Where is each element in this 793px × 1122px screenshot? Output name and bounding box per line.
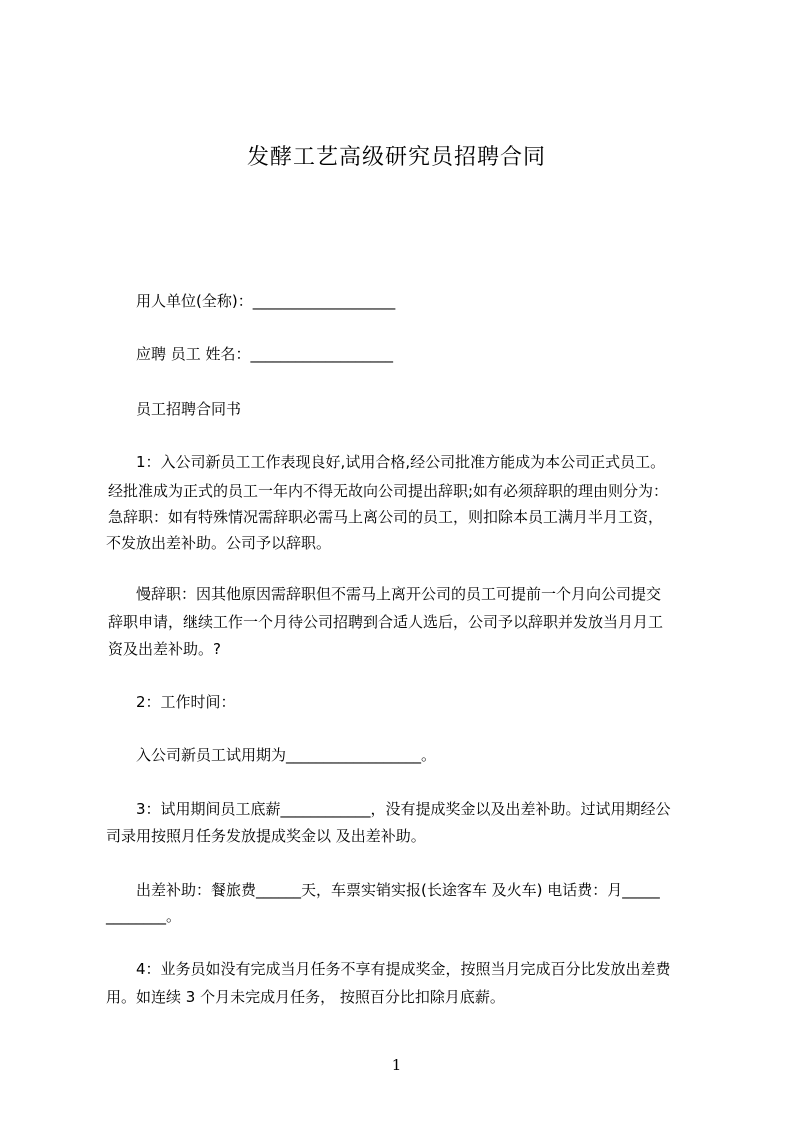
page-number: 1 bbox=[391, 1056, 402, 1074]
employer-line: 用人单位(全称)：___________________ bbox=[136, 292, 396, 310]
clause1-line: 急辞职：如有特殊情况需辞职必需马上离公司的员工，则扣除本员工满月半月工资， bbox=[108, 508, 664, 526]
clause1-line: 不发放出差补助。公司予以辞职。 bbox=[106, 534, 332, 552]
employee-name-line: 应聘 员工 姓名：___________________ bbox=[136, 345, 394, 363]
document-title: 发酵工艺高级研究员招聘合同 bbox=[246, 145, 546, 170]
slow-resign-line: 辞职申请，继续工作一个月待公司招聘到合适人选后，公司予以辞职并发放当月月工 bbox=[108, 613, 664, 631]
clause3-line: 3：试用期间员工底薪____________，没有提成奖金以及出差补助。过试用期经公 bbox=[136, 800, 671, 818]
clause1-line: 1：入公司新员工工作表现良好,试用合格,经公司批准方能成为本公司正式员工。 bbox=[136, 453, 666, 471]
clause4-line: 4：业务员如没有完成当月任务不享有提成奖金，按照当月完成百分比发放出差费 bbox=[136, 960, 671, 978]
slow-resign-line: 资及出差补助。? bbox=[108, 640, 221, 658]
clause4-line: 用。如连续 3 个月未完成月任务， 按照百分比扣除月底薪。 bbox=[106, 988, 505, 1006]
clause1-line: 经批准成为正式的员工一年内不得无故向公司提出辞职;如有必须辞职的理由则分为： bbox=[108, 482, 669, 500]
slow-resign-line: 慢辞职：因其他原因需辞职但不需马上离开公司的员工可提前一个月向公司提交 bbox=[136, 585, 662, 603]
contract-heading: 员工招聘合同书 bbox=[136, 400, 242, 418]
probation-line: 入公司新员工试用期为__________________。 bbox=[136, 746, 437, 764]
clause3-line: 司录用按照月任务发放提成奖金以 及出差补助。 bbox=[106, 827, 426, 845]
allowance-line: ________。 bbox=[106, 907, 182, 925]
allowance-line: 出差补助：餐旅费______天，车票实销实报(长途客车 及火车) 电话费：月_____ bbox=[136, 881, 660, 899]
clause2-heading: 2：工作时间： bbox=[136, 693, 236, 711]
